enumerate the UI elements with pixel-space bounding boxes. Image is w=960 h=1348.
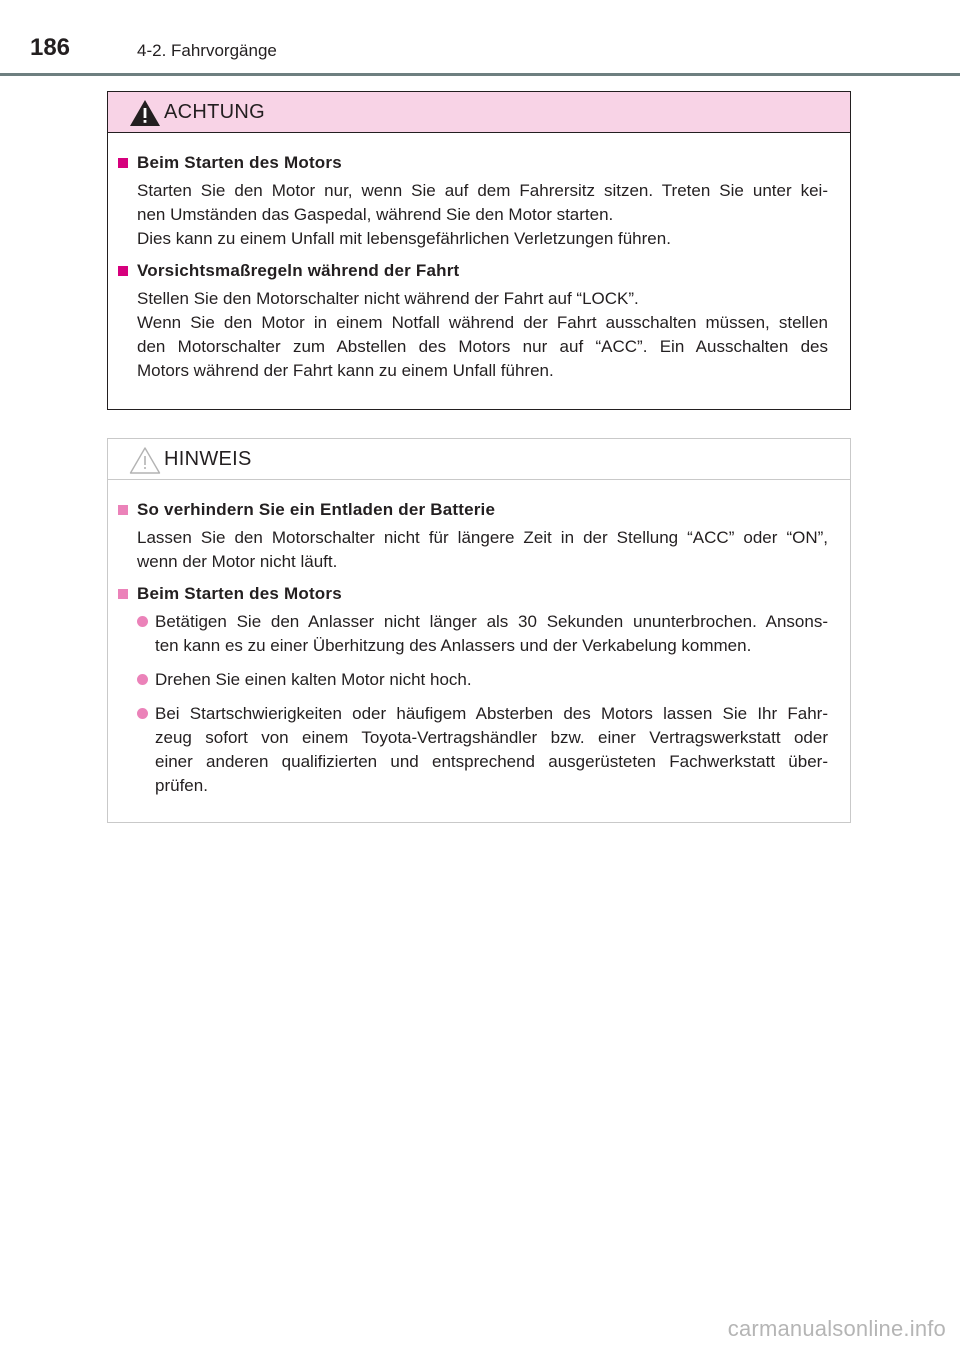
- heading-text: Beim Starten des Motors: [137, 153, 342, 172]
- list-item-line: Betätigen Sie den Anlasser nicht länger als 30 Sekunden ununterbrochen. Ansons-: [155, 612, 828, 631]
- warning-title: ACHTUNG: [164, 100, 265, 123]
- section-title: 4-2. Fahrvorgänge: [137, 41, 277, 60]
- warning-box: [107, 91, 851, 410]
- page-header: [0, 0, 960, 80]
- warning-paragraph: [137, 287, 828, 383]
- notice-paragraph: [137, 526, 828, 574]
- list-item: [137, 610, 828, 658]
- notice-section-heading: [118, 498, 828, 522]
- warning-paragraph: [137, 179, 828, 251]
- page-number: 186: [29, 34, 71, 61]
- list-item-line: zeug sofort von einem Toyota-Vertragshändler bzw. einer Vertragswerkstatt oder: [155, 728, 828, 747]
- square-bullet-icon: [118, 158, 128, 168]
- paragraph-line: Starten Sie den Motor nur, wenn Sie auf dem Fahrersitz sitzen. Treten Sie unter kei-: [137, 181, 828, 200]
- list-item-text: [155, 702, 828, 798]
- warning-section-heading: [118, 151, 828, 175]
- paragraph-line: Motors während der Fahrt kann zu einem Unfall führen.: [137, 361, 554, 380]
- paragraph-line: nen Umständen das Gaspedal, während Sie den Motor starten.: [137, 205, 614, 224]
- notice-triangle-icon: [128, 445, 162, 475]
- list-item-line: einer anderen qualifizierten und entsprechend ausgerüsteten Fachwerkstatt über-: [155, 752, 828, 771]
- notice-box: [107, 438, 851, 823]
- heading-text: Vorsichtsmaßregeln während der Fahrt: [137, 261, 460, 280]
- paragraph-line: Dies kann zu einem Unfall mit lebensgefährlichen Verletzungen führen.: [137, 229, 671, 248]
- notice-body: [108, 480, 850, 798]
- list-item: [137, 702, 828, 798]
- list-item: [137, 668, 828, 692]
- list-item-line: Drehen Sie einen kalten Motor nicht hoch.: [155, 670, 472, 689]
- paragraph-line: Lassen Sie den Motorschalter nicht für längere Zeit in der Stellung “ACC” oder “ON”,: [137, 528, 828, 547]
- paragraph-line: wenn der Motor nicht läuft.: [137, 552, 338, 571]
- list-item-line: prüfen.: [155, 776, 208, 795]
- list-item-text: [155, 610, 828, 658]
- paragraph-line: Wenn Sie den Motor in einem Notfall während der Fahrt ausschalten müssen, stellen: [137, 313, 828, 332]
- heading-text: So verhindern Sie ein Entladen der Batterie: [137, 500, 496, 519]
- square-bullet-icon: [118, 266, 128, 276]
- heading-text: Beim Starten des Motors: [137, 584, 342, 603]
- paragraph-line: den Motorschalter zum Abstellen des Motors nur auf “ACC”. Ein Ausschalten des: [137, 337, 828, 356]
- round-bullet-icon: [137, 674, 148, 685]
- notice-title-bar: [108, 439, 850, 480]
- notice-section-heading: [118, 582, 828, 606]
- warning-section-heading: [118, 259, 828, 283]
- warning-body: [108, 133, 850, 383]
- notice-title: HINWEIS: [164, 447, 252, 470]
- square-bullet-icon: [118, 505, 128, 515]
- watermark: carmanualsonline.info: [727, 1316, 946, 1341]
- round-bullet-icon: [137, 708, 148, 719]
- round-bullet-icon: [137, 616, 148, 627]
- list-item-text: [155, 668, 828, 692]
- list-item-line: ten kann es zu einer Überhitzung des Anlassers und der Verkabelung kommen.: [155, 636, 752, 655]
- header-rule: [0, 73, 960, 76]
- warning-triangle-icon: [128, 98, 162, 128]
- warning-title-bar: [108, 92, 850, 133]
- list-item-line: Bei Startschwierigkeiten oder häufigem Absterben des Motors lassen Sie Ihr Fahr-: [155, 704, 828, 723]
- paragraph-line: Stellen Sie den Motorschalter nicht während der Fahrt auf “LOCK”.: [137, 289, 639, 308]
- square-bullet-icon: [118, 589, 128, 599]
